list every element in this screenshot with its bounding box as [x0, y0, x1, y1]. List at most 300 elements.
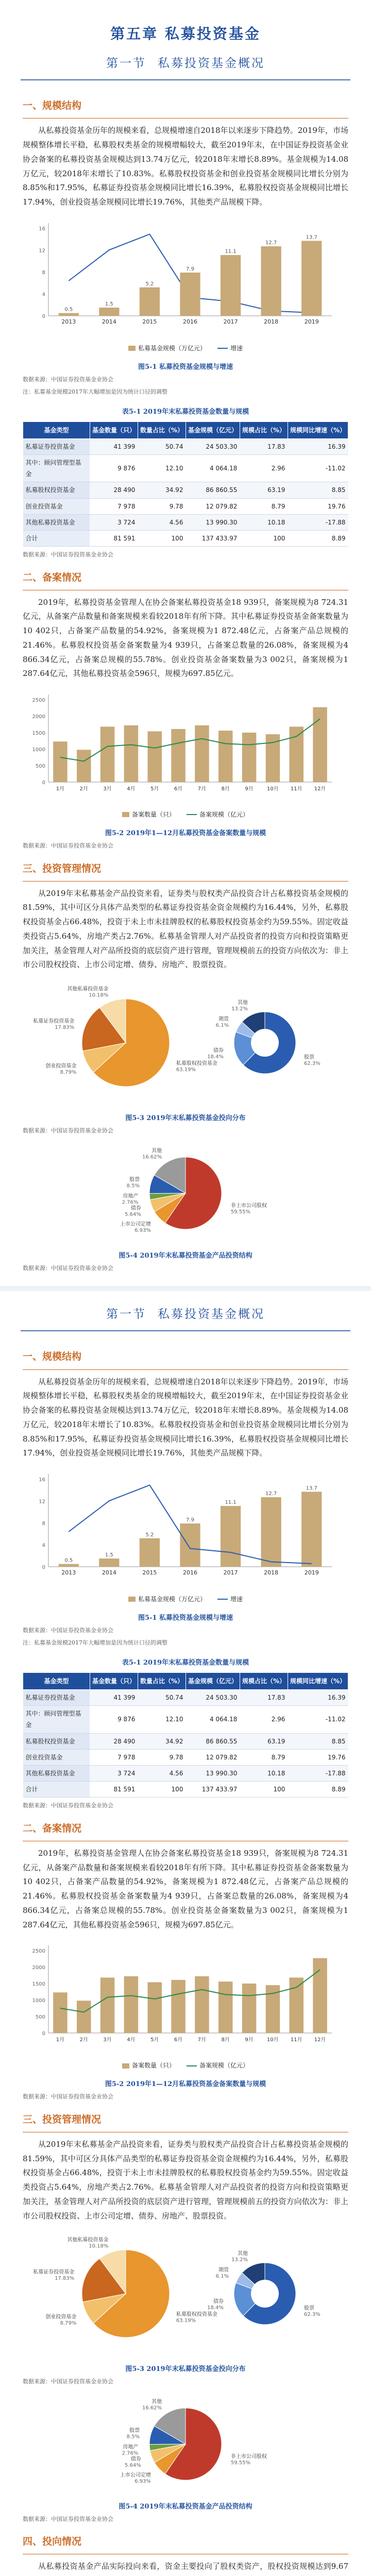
table-row: [23, 498, 348, 514]
table-cell: 8.89: [288, 1782, 348, 1798]
table-cell: 4 064.18: [185, 1706, 240, 1733]
pie-label: 房地产: [123, 2444, 139, 2450]
table-source: 数据来源：中国证券投资基金业协会: [23, 1802, 113, 1809]
table-cell: 41 399: [90, 438, 138, 454]
bar: [242, 733, 257, 782]
pie-value: 6.1%: [215, 1023, 229, 1029]
y-tick-label: 8: [42, 269, 45, 276]
table-cell: 86 860.55: [185, 1733, 240, 1749]
data-label: 12.7: [265, 240, 277, 246]
table-cell: 86 860.55: [185, 482, 240, 498]
fund-type-pie-chart: [23, 978, 348, 1107]
legend-line: 备案规模（亿元）: [187, 809, 249, 820]
scale-line: [60, 719, 320, 761]
paragraph-scale-2: 从私募投资基金历年的规模来看，总规模增速自2018年以来逐步下降趋势。2019年，市场规模整体增长平稳，私募股权类基金的规模增幅较大，截至2019年末，在中国证券投资基金业协会备案的私募投资基金规模达到13.74万亿元，较2018年末增长8.89%。基金规模为14.08万亿元，较2018年末增长了10.83%。私募股权投资基金和创业投资基金规模同比增长分别为8.85%和17.95%，私募证券投资基金规模同比增长16.39%，私募股权投资基金规模同比增长17.94%，创业投资基金规模同比增长19.76%，其他类产品规模下降。: [23, 1377, 348, 1458]
bar: [301, 241, 322, 316]
page-divider: [0, 1286, 371, 1291]
paragraph-allocation: 从私募投资基金产品实际投向来看，资金主要投向了股权类资产，股权投资规模达到9.67: [38, 2562, 348, 2571]
figure-caption: 图5-2 2019年1—12月私募投资基金备案数量与规模: [105, 2080, 266, 2089]
table-cell: 34.92: [138, 1733, 185, 1749]
bar: [140, 287, 160, 316]
bar: [301, 1492, 322, 1567]
section-number: 第一节: [106, 56, 146, 70]
bar: [221, 1506, 241, 1567]
x-tick-label: 2013: [61, 1569, 76, 1577]
x-tick-label: 6月: [174, 786, 183, 792]
bar: [290, 727, 304, 783]
pie-row: [0, 2389, 371, 2499]
filing-bar-chart: [23, 689, 348, 803]
bar: [171, 1980, 185, 2033]
table-cell: 创业投资基金: [23, 498, 90, 514]
y-tick-label: 4: [42, 1543, 45, 1549]
paragraph-investment: 从2019年末私募基金产品投资来看，证券类与股权类产品投资合计占私募投资基金规模的81.59%，其中可区分具体产品类型的私募证券投资基金资金规模约为16.44%，另外，私募股权投资基金占66.48%，投资于未上市未挂牌股权的私募股权投资基金约为59.55%。固定收益类投资占5.64%，房地产类占2.76%。私募基金管理人对产品投资者的投资方向和投资策略更加关注，基金管理人对产品所投资的底层资产进行管理，管理规模前五的投资方向依次为：非上市公司股权投资、上市公司定增、债券、房地产、股票投资。: [23, 888, 348, 970]
bar: [218, 731, 233, 782]
investment-structure-pie-2: [23, 2393, 348, 2496]
x-tick-label: 12月: [314, 786, 326, 792]
table-header-cell: 数量占比（%）: [138, 421, 185, 438]
table-header-cell: 规模同比增速（%）: [288, 1672, 348, 1689]
pie-value: 63.19%: [176, 1067, 196, 1073]
figure-caption: 图5-2 2019年1—12月私募投资基金备案数量与规模: [105, 829, 266, 838]
bar: [171, 729, 185, 782]
bar: [290, 1978, 304, 2033]
bar: [100, 727, 115, 783]
table-cell: 13 990.30: [185, 1765, 240, 1781]
table-cell: 4.56: [138, 1765, 185, 1781]
y-tick-label: 2500: [32, 1948, 45, 1955]
figure-caption: 图5-1 私募投资基金规模与增速: [138, 1614, 233, 1622]
pie-value: 5.64%: [125, 1211, 141, 1217]
x-tick-label: 1月: [56, 786, 65, 792]
table-cell: 28 490: [90, 1733, 138, 1749]
donut-hole: [251, 1029, 279, 1057]
table-cell: 7 978: [90, 1749, 138, 1765]
table-cell: 13 990.30: [185, 514, 240, 530]
pie-value: 59.55%: [230, 1209, 251, 1215]
table-cell: 8.85: [288, 1733, 348, 1749]
pie-label: 创业投资基金: [45, 2314, 77, 2320]
bar: [218, 1981, 233, 2033]
x-tick-label: 7月: [197, 786, 207, 792]
x-tick-label: 2015: [142, 318, 157, 325]
table-cell: 24 503.30: [185, 438, 240, 454]
pie-label: 私募证券投资基金: [33, 1019, 75, 1025]
legend-bars: 私募基金规模（万亿元）: [128, 343, 206, 354]
data-label: 11.1: [225, 249, 237, 255]
heading-investment: 三、投资管理情况: [23, 862, 102, 874]
table-header-cell: 规模同比增速（%）: [288, 421, 348, 438]
y-tick-label: 12: [39, 1499, 45, 1505]
x-tick-label: 7月: [197, 2037, 207, 2043]
table-cell: 12 079.82: [185, 498, 240, 514]
table-caption: 表5-1 2019年末私募投资基金数量与规模: [122, 1658, 249, 1667]
heading-underline: [23, 1369, 348, 1370]
table-cell: 34.92: [138, 482, 185, 498]
heading-scale-2: 一、规模结构: [23, 1351, 82, 1363]
legend-bars: 备案数量（只）: [122, 809, 175, 820]
pie-label: 期货: [218, 1016, 229, 1023]
table-header-cell: 基金类型: [23, 1672, 90, 1689]
y-tick-label: 1000: [32, 747, 45, 753]
table-row: [23, 1749, 348, 1765]
table-cell: 合计: [23, 1782, 90, 1798]
y-tick-label: 500: [35, 764, 45, 770]
x-tick-label: 9月: [245, 786, 254, 792]
table-cell: 12.10: [138, 455, 185, 482]
figure-caption: 图5-4 2019年末私募投资基金产品投资结构: [119, 1251, 252, 1260]
bar: [148, 1982, 162, 2033]
table-cell: 私募股权投资基金: [23, 482, 90, 498]
bar: [195, 1976, 209, 2033]
table-header-cell: 基金规模（亿元）: [185, 421, 240, 438]
table-cell: -11.02: [288, 455, 348, 482]
figure-source: 数据来源：中国证券投资基金业协会: [23, 1264, 113, 1272]
data-label: 1.5: [105, 301, 113, 308]
scale-line: [60, 1970, 320, 2012]
table-cell: 4 064.18: [185, 455, 240, 482]
pie-value: 13.2%: [231, 2257, 248, 2263]
table-cell: 私募证券投资基金: [23, 1690, 90, 1706]
data-label: 5.2: [145, 1532, 154, 1538]
pie-label: 债券: [213, 2299, 224, 2305]
pie-value: 5.64%: [125, 2462, 141, 2468]
table-cell: 137 433.97: [185, 531, 240, 547]
data-label: 12.7: [265, 1491, 277, 1497]
pie-value: 6.1%: [215, 2274, 229, 2280]
figure-source: 数据来源：中国证券投资基金业协会: [23, 376, 113, 383]
pie-value: 6.93%: [134, 1227, 151, 1233]
pie-label: 房地产: [123, 1193, 139, 1199]
data-label: 11.1: [225, 1500, 237, 1506]
donut-hole: [251, 2280, 279, 2308]
pie-value: 18.4%: [207, 1054, 224, 1060]
data-label: 1.5: [105, 1552, 113, 1558]
x-tick-label: 1月: [56, 2037, 65, 2043]
legend-swatch: [187, 2065, 197, 2066]
table-cell: 其中：顾问管理型基金: [23, 455, 90, 482]
figure-filing-chart: [0, 684, 371, 825]
data-label: 13.7: [306, 1485, 317, 1492]
x-tick-label: 2014: [102, 318, 116, 325]
figure-scale-chart-2: [0, 1464, 371, 1610]
title-rule: [21, 1330, 350, 1331]
x-tick-label: 2016: [183, 1569, 197, 1577]
bar: [180, 1523, 200, 1567]
x-tick-label: 2018: [264, 1569, 279, 1577]
bar: [180, 273, 200, 316]
pie-value: 62.3%: [303, 1061, 321, 1067]
x-tick-label: 11月: [290, 2037, 302, 2043]
y-tick-label: 0: [42, 1565, 45, 1571]
table-cell: 9.78: [138, 498, 185, 514]
bar: [53, 1993, 68, 2033]
table-row: [23, 438, 348, 454]
table-cell: 创业投资基金: [23, 1749, 90, 1765]
legend-bars: 备案数量（只）: [122, 2060, 175, 2071]
table-cell: 4.56: [138, 514, 185, 530]
y-tick-label: 8: [42, 1521, 45, 1527]
table-header-cell: 基金数量（只）: [90, 1672, 138, 1689]
table-header-cell: 规模占比（%）: [240, 1672, 288, 1689]
pie-label: 期货: [218, 2267, 229, 2274]
y-tick-label: 16: [39, 1477, 45, 1483]
pie-label: 其他: [151, 2398, 162, 2404]
table-cell: 19.76: [288, 498, 348, 514]
table-cell: 7 978: [90, 498, 138, 514]
table-caption: 表5-1 2019年末私募投资基金数量与规模: [122, 408, 249, 416]
figure-caption: 图5-4 2019年末私募投资基金产品投资结构: [119, 2502, 252, 2511]
figure-source: 数据来源：中国证券投资基金业协会: [23, 1127, 113, 1134]
legend-line: 备案规模（亿元）: [187, 2060, 249, 2071]
table-cell: 50.74: [138, 1690, 185, 1706]
table-header-row: [23, 421, 348, 438]
bar: [313, 1958, 327, 2033]
pie-label: 非上市公司股权: [230, 2453, 267, 2460]
table-cell: 2.96: [240, 455, 288, 482]
section-name: 私募投资基金概况: [158, 56, 265, 70]
table-cell: 9 876: [90, 455, 138, 482]
pie-label: 其他: [237, 2251, 248, 2257]
table-cell: 41 399: [90, 1690, 138, 1706]
heading-underline: [23, 881, 348, 882]
table-cell: 私募股权投资基金: [23, 1733, 90, 1749]
table-cell: 2.96: [240, 1706, 288, 1733]
pie-value: 17.83%: [55, 1025, 75, 1031]
bar: [313, 707, 327, 782]
x-tick-label: 9月: [245, 2037, 254, 2043]
x-tick-label: 5月: [150, 2037, 159, 2043]
bar: [77, 2001, 91, 2033]
table-cell: 137 433.97: [185, 1782, 240, 1798]
y-tick-label: 1500: [32, 1981, 45, 1988]
table-header-row: [23, 1672, 348, 1689]
pie-label: 私募股权投资基金: [176, 2312, 217, 2318]
table-cell: 50.74: [138, 438, 185, 454]
pie-label: 债券: [130, 2456, 141, 2462]
pie-label: 股票: [303, 2306, 314, 2312]
table-cell: 10.18: [240, 514, 288, 530]
pie-value: 59.55%: [230, 2460, 251, 2466]
legend-swatch: [128, 1597, 136, 1602]
y-tick-label: 500: [35, 2014, 45, 2021]
x-tick-label: 2015: [142, 1569, 157, 1577]
table-header-cell: 基金类型: [23, 421, 90, 438]
table-cell: 8.79: [240, 498, 288, 514]
pie-value: 16.62%: [142, 1154, 162, 1160]
x-tick-label: 2018: [264, 318, 279, 325]
bar: [53, 741, 68, 782]
bar: [99, 1558, 119, 1567]
bar: [99, 308, 119, 316]
x-tick-label: 2017: [223, 318, 238, 325]
chart-legend: [23, 1592, 348, 1608]
table-header-cell: 数量占比（%）: [138, 1672, 185, 1689]
x-tick-label: 2019: [304, 1569, 319, 1577]
pie-value: 8.5%: [126, 2434, 140, 2440]
y-tick-label: 4: [42, 292, 45, 298]
pie-value: 2.76%: [122, 1199, 139, 1206]
paragraph-filing-2: 2019年，私募投资基金管理人在协会备案私募投资基金18 939只，备案规模为8 724.31亿元，从备案产品数量和备案规模来看较2018年有所下降。其中私募证券投资基金备案数量为10 402只，占备案产品数量的54.92%，备案规模为1 872.48亿元，占备案产品总规模的21.46%。私募股权投资基金备案数量为4 939只，占备案总数量的26.08%，备案规模为4 866.34亿元，占备案总规模的55.78%。创业投资基金备案数量为3 002只，备案规模为1 287.64亿元，其他私募投资基金596只，规模为697.85亿元。: [23, 1848, 348, 1929]
table-cell: 100: [240, 1782, 288, 1798]
section-title-2: [0, 1301, 371, 1331]
heading-investment-2: 三、投资管理情况: [23, 2113, 102, 2125]
pie-value: 62.3%: [303, 2312, 321, 2318]
table-cell: 17.83: [240, 438, 288, 454]
table-cell: 12 079.82: [185, 1749, 240, 1765]
bar: [195, 725, 209, 782]
chart-legend: [23, 2059, 348, 2074]
table-cell: 100: [138, 1782, 185, 1798]
legend-swatch: [122, 812, 129, 817]
table-cell: 3 724: [90, 1765, 138, 1781]
pie-value: 16.62%: [142, 2404, 162, 2411]
fund-scale-table-2: [23, 1672, 348, 1798]
x-tick-label: 2017: [223, 1569, 238, 1577]
figure-source: 数据来源：中国证券投资基金业协会: [23, 2378, 113, 2385]
table-cell: 28 490: [90, 482, 138, 498]
table-cell: 合计: [23, 531, 90, 547]
data-label: 7.9: [186, 266, 194, 273]
y-tick-label: 1500: [32, 731, 45, 737]
table-cell: 100: [138, 531, 185, 547]
legend-line: 增速: [217, 1594, 243, 1605]
x-tick-label: 3月: [103, 786, 112, 792]
table-row: [23, 482, 348, 498]
bar: [124, 725, 139, 782]
table-cell: 16.39: [288, 1690, 348, 1706]
table-cell: 16.39: [288, 438, 348, 454]
pie-row: [0, 975, 371, 1110]
table-cell: 其他私募投资基金: [23, 514, 90, 530]
x-tick-label: 10月: [267, 786, 279, 792]
x-tick-label: 2014: [102, 1569, 116, 1577]
bar: [59, 1564, 79, 1567]
pie-label: 股票: [303, 1055, 314, 1061]
table-cell: 63.19: [240, 482, 288, 498]
legend-swatch: [122, 2063, 129, 2069]
pie-label: 股票: [129, 1176, 140, 1182]
table-header-cell: 基金数量（只）: [90, 421, 138, 438]
table-cell: 63.19: [240, 1733, 288, 1749]
pie-value: 18.4%: [207, 2305, 224, 2311]
figure-source: 数据来源：中国证券投资基金业协会: [23, 1627, 113, 1634]
x-tick-label: 10月: [267, 2037, 279, 2043]
bar: [261, 1497, 281, 1567]
table-cell: 81 591: [90, 1782, 138, 1798]
paragraph-filing: 2019年，私募投资基金管理人在协会备案私募投资基金18 939只，备案规模为8 724.31亿元，从备案产品数量和备案规模来看较2018年有所下降。其中私募证券投资基金备案数量为10 402只，占备案产品数量的54.92%，备案规模为1 872.48亿元，占备案产品总规模的21.46%。私募股权投资基金备案数量为4 939只，占备案总数量的26.08%，备案规模为4 866.34亿元，占备案总规模的55.78%。创业投资基金备案数量为3 002只，备案规模为1 287.64亿元，其他私募投资基金596只，规模为697.85亿元。: [23, 597, 348, 679]
bar: [221, 255, 241, 316]
table-row: [23, 455, 348, 482]
x-tick-label: 2019: [304, 318, 319, 325]
pie-label: 股票: [129, 2428, 140, 2434]
x-tick-label: 2月: [79, 2037, 88, 2043]
table-cell: 其他私募投资基金: [23, 1765, 90, 1781]
data-label: 0.5: [64, 307, 73, 313]
pie-value: 10.18%: [89, 992, 109, 998]
data-label: 0.5: [64, 1557, 73, 1564]
bar: [242, 1984, 257, 2033]
chapter-title: 第五章 私募投资基金: [110, 25, 261, 42]
pie-label: 债券: [213, 1048, 224, 1054]
pie-row: [0, 2226, 371, 2361]
figure-note: 注：私募基金规模2017年大幅增加是因为统计口径的调整: [23, 388, 167, 396]
pie-label: 债券: [130, 1205, 141, 1211]
y-tick-label: 0: [42, 780, 45, 786]
title-rule: [21, 79, 350, 80]
y-tick-label: 2000: [32, 1965, 45, 1971]
x-tick-label: 4月: [127, 786, 136, 792]
pie-label: 非上市公司股权: [230, 1202, 267, 1209]
figure-source: 数据来源：中国证券投资基金业协会: [23, 2515, 113, 2522]
pie-label: 其他私募投资基金: [67, 986, 109, 992]
x-tick-label: 12月: [314, 2037, 326, 2043]
legend-swatch: [187, 814, 197, 815]
figure-note: 注：私募基金规模2017年大幅增加是因为统计口径的调整: [23, 1639, 167, 1647]
pie-value: 63.19%: [176, 2318, 196, 2324]
bar: [140, 1538, 160, 1567]
legend-swatch: [128, 346, 136, 351]
heading-filing: 二、备案情况: [23, 571, 82, 583]
pie-value: 8.79%: [60, 1070, 77, 1076]
pie-value: 8.79%: [60, 2320, 77, 2327]
pie-label: 上市公司定增: [120, 2472, 151, 2478]
chart-legend: [23, 808, 348, 823]
figure-filing-chart-2: [0, 1935, 371, 2076]
y-tick-label: 1000: [32, 1998, 45, 2004]
table-row: [23, 1706, 348, 1733]
pie-value: 17.83%: [55, 2276, 75, 2282]
section-name: 私募投资基金概况: [158, 1307, 265, 1321]
table-cell: 8.89: [288, 531, 348, 547]
x-tick-label: 2013: [61, 318, 76, 325]
x-tick-label: 2月: [79, 786, 88, 792]
data-label: 7.9: [186, 1517, 194, 1523]
x-tick-label: 4月: [127, 2037, 136, 2043]
heading-scale: 一、规模结构: [23, 100, 82, 112]
y-tick-label: 2000: [32, 714, 45, 720]
table-cell: 3 724: [90, 514, 138, 530]
bar: [148, 732, 162, 783]
pie-label: 其他私募投资基金: [67, 2237, 109, 2243]
y-tick-label: 0: [42, 2031, 45, 2037]
pie-value: 10.18%: [89, 2243, 109, 2249]
table-cell: 24 503.30: [185, 1690, 240, 1706]
table-cell: 81 591: [90, 531, 138, 547]
table-cell: 10.18: [240, 1765, 288, 1781]
table-cell: 12.10: [138, 1706, 185, 1733]
figure-caption: 图5-3 2019年末私募投资基金投向分布: [125, 1114, 246, 1123]
table-cell: 100: [240, 531, 288, 547]
y-tick-label: 16: [39, 226, 45, 232]
x-tick-label: 5月: [150, 786, 159, 792]
x-tick-label: 6月: [174, 2037, 183, 2043]
bar: [59, 313, 79, 316]
fund-type-pie-chart-2: [23, 2229, 348, 2358]
table-cell: 私募证券投资基金: [23, 438, 90, 454]
table-cell: 19.76: [288, 1749, 348, 1765]
x-tick-label: 11月: [290, 786, 302, 792]
x-tick-label: 3月: [103, 2037, 112, 2043]
y-tick-label: 12: [39, 248, 45, 254]
scale-bar-chart-2: [23, 1469, 348, 1587]
table-cell: 8.79: [240, 1749, 288, 1765]
table-cell: -17.88: [288, 514, 348, 530]
figure-source: 数据来源：中国证券投资基金业协会: [23, 842, 113, 850]
fund-scale-table: [23, 421, 348, 547]
table-row: [23, 514, 348, 530]
bar: [261, 246, 281, 316]
